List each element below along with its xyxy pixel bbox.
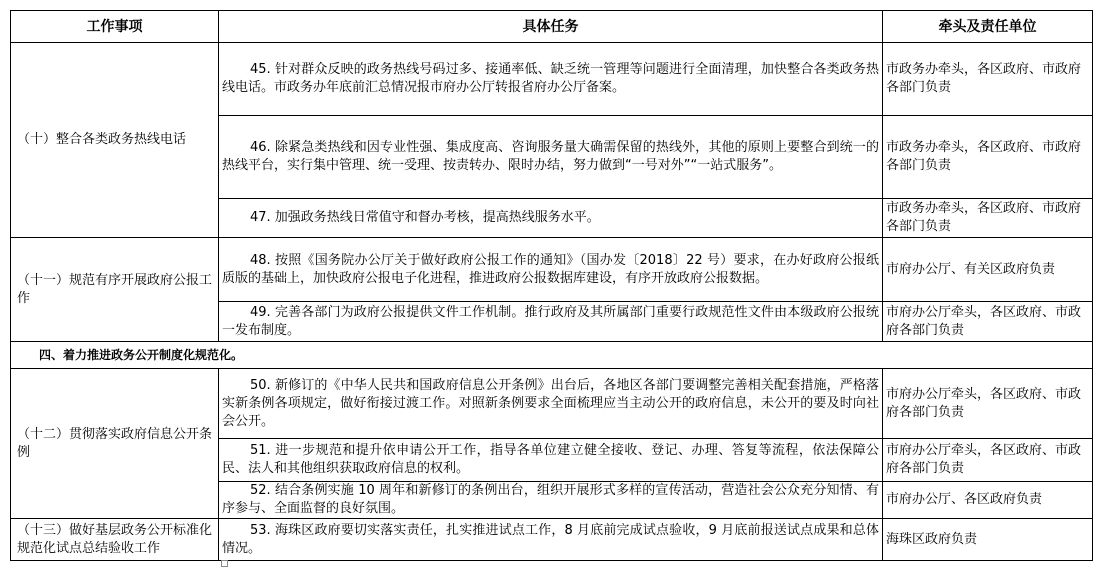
task-cell: 51. 进一步规范和提升依申请公开工作，指导各单位建立健全接收、登记、办理、答复等流程，依法保障公民、法人和其他组织获取政府信息的权利。: [219, 439, 883, 482]
header-unit: 牵头及责任单位: [883, 11, 1093, 43]
task-cell: 45. 针对群众反映的政务热线号码过多、接通率低、缺乏统一管理等问题进行全面清理，加快整合各类政务热线电话。市政务办年底前汇总情况报市府办公厅转报省府办公厅备案。: [219, 43, 883, 116]
unit-cell: 市府办公厅、各区政府负责: [883, 482, 1093, 519]
category-cell: （十三）做好基层政务公开标准化规范化试点总结验收工作: [11, 519, 219, 561]
unit-cell: 市政务办牵头，各区政府、市政府各部门负责: [883, 199, 1093, 238]
task-cell: 53. 海珠区政府要切实落实责任，扎实推进试点工作，8 月底前完成试点验收，9 月底前报送试点成果和总体情况。: [219, 519, 883, 561]
task-cell: 46. 除紧急类热线和因专业性强、集成度高、咨询服务量大确需保留的热线外，其他的原则上要整合到统一的热线平台，实行集中管理、统一受理、按责转办、限时办结，努力做到“一号对外”“一站式服务”。: [219, 116, 883, 199]
unit-cell: 市府办公厅牵头，各区政府、市政府各部门负责: [883, 439, 1093, 482]
task-cell: 49. 完善各部门为政府公报提供文件工作机制。推行政府及其所属部门重要行政规范性文件由本级政府公报统一发布制度。: [219, 302, 883, 342]
table-row: [11, 369, 1093, 439]
task-table: [10, 10, 1093, 561]
task-cell: 47. 加强政务热线日常值守和督办考核，提高热线服务水平。: [219, 199, 883, 238]
table-row: [11, 43, 1093, 116]
unit-cell: 市府办公厅牵头，各区政府、市政府各部门负责: [883, 302, 1093, 342]
unit-cell: 市政务办牵头，各区政府、市政府各部门负责: [883, 116, 1093, 199]
section-heading: 四、着力推进政务公开制度化规范化。: [11, 342, 1093, 369]
section-row: [11, 342, 1093, 369]
table-row: [11, 519, 1093, 561]
category-cell: （十二）贯彻落实政府信息公开条例: [11, 369, 219, 519]
table-row: [11, 238, 1093, 302]
category-cell: （十一）规范有序开展政府公报工作: [11, 238, 219, 342]
task-cell: 48. 按照《国务院办公厅关于做好政府公报工作的通知》（国办发〔2018〕22 号）要求，在办好政府公报纸质版的基础上，加快政府公报电子化进程，推进政府公报数据库建设，有序开放政府公报数据。: [219, 238, 883, 302]
unit-cell: 市政务办牵头，各区政府、市政府各部门负责: [883, 43, 1093, 116]
unit-cell: 市府办公厅牵头，各区政府、市政府各部门负责: [883, 369, 1093, 439]
category-cell: （十）整合各类政务热线电话: [11, 43, 219, 238]
header-row: [11, 11, 1093, 43]
header-task: 具体任务: [219, 11, 883, 43]
header-work-item: 工作事项: [11, 11, 219, 43]
task-cell: 50. 新修订的《中华人民共和国政府信息公开条例》出台后，各地区各部门要调整完善相关配套措施，严格落实新条例各项规定，做好衔接过渡工作。对照新条例要求全面梳理应当主动公开的政府信息，未公开的要及时向社会公开。: [219, 369, 883, 439]
paragraph-marker-icon: [221, 560, 228, 567]
unit-cell: 市府办公厅、有关区政府负责: [883, 238, 1093, 302]
task-cell: 52. 结合条例实施 10 周年和新修订的条例出台，组织开展形式多样的宣传活动，营造社会公众充分知情、有序参与、全面监督的良好氛围。: [219, 482, 883, 519]
unit-cell: 海珠区政府负责: [883, 519, 1093, 561]
